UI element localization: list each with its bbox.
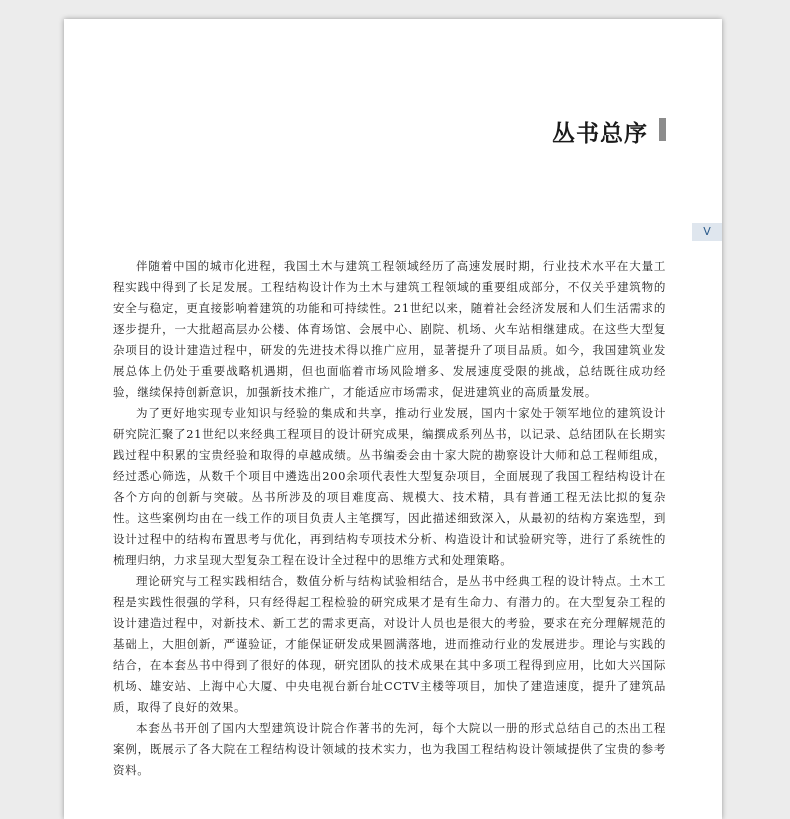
paragraph-1: 伴随着中国的城市化进程，我国土木与建筑工程领域经历了高速发展时期，行业技术水平在大量工程实践中得到了长足发展。工程结构设计作为土木与建筑工程领域的重要组成部分，不仅关乎建筑物的安全与稳定，更直接影响着建筑的功能和可持续性。21世纪以来，随着社会经济发展和人们生活需求的逐步提升，一大批超高层办公楼、体育场馆、会展中心、剧院、机场、火车站相继建成。在这些大型复杂项目的设计建造过程中，研发的先进技术得以推广应用，显著提升了项目品质。如今，我国建筑业发展总体上仍处于重要战略机遇期，但也面临着市场风险增多、发展速度受限的挑战，总结既往成功经验，继续保持创新意识，加强新技术推广，才能适应市场需求，促进建筑业的高质量发展。	[113, 259, 666, 399]
body-text	[113, 256, 666, 781]
paragraph-2: 为了更好地实现专业知识与经验的集成和共享，推动行业发展，国内十家处于领军地位的建筑设计研究院汇聚了21世纪以来经典工程项目的设计研究成果，编撰成系列丛书，以记录、总结团队在长期实践过程中积累的宝贵经验和取得的卓越成绩。丛书编委会由十家大院的勘察设计大师和总工程师组成，经过悉心筛选，从数千个项目中遴选出200余项代表性大型复杂项目，全面展现了我国工程结构设计在各个方向的创新与突破。丛书所涉及的项目难度高、规模大、技术精，具有普通工程无法比拟的复杂性。这些案例均由在一线工作的项目负责人主笔撰写，因此描述细致深入，从最初的结构方案选型，到设计过程中的结构布置思考与优化，再到结构专项技术分析、构造设计和试验研究等，进行了系统性的梳理归纳，力求呈现大型复杂工程在设计全过程中的思维方式和处理策略。	[113, 406, 666, 567]
title-accent-bar	[659, 118, 666, 141]
page-number-marker: V	[692, 223, 722, 241]
paragraph-3: 理论研究与工程实践相结合，数值分析与结构试验相结合，是丛书中经典工程的设计特点。土木工程是实践性很强的学科，只有经得起工程检验的研究成果才是有生命力、有潜力的。在大型复杂工程的设计建造过程中，对新技术、新工艺的需求更高，对设计人员也是很大的考验，要求在充分理解规范的基础上，大胆创新，严谨验证，才能保证研发成果圆满落地，进而推动行业的发展进步。理论与实践的结合，在本套丛书中得到了很好的体现，研究团队的技术成果在其中多项工程得到应用，比如大兴国际机场、雄安站、上海中心大厦、中央电视台新台址CCTV主楼等项目，加快了建造速度，提升了建筑品质，取得了良好的效果。	[113, 574, 666, 714]
document-page	[64, 19, 722, 819]
paragraph-4: 本套丛书开创了国内大型建筑设计院合作著书的先河，每个大院以一册的形式总结自己的杰出工程案例，既展示了各大院在工程结构设计领域的技术实力，也为我国工程结构设计领域提供了宝贵的参考资料。	[113, 721, 666, 777]
page-title: 丛书总序	[552, 121, 648, 147]
